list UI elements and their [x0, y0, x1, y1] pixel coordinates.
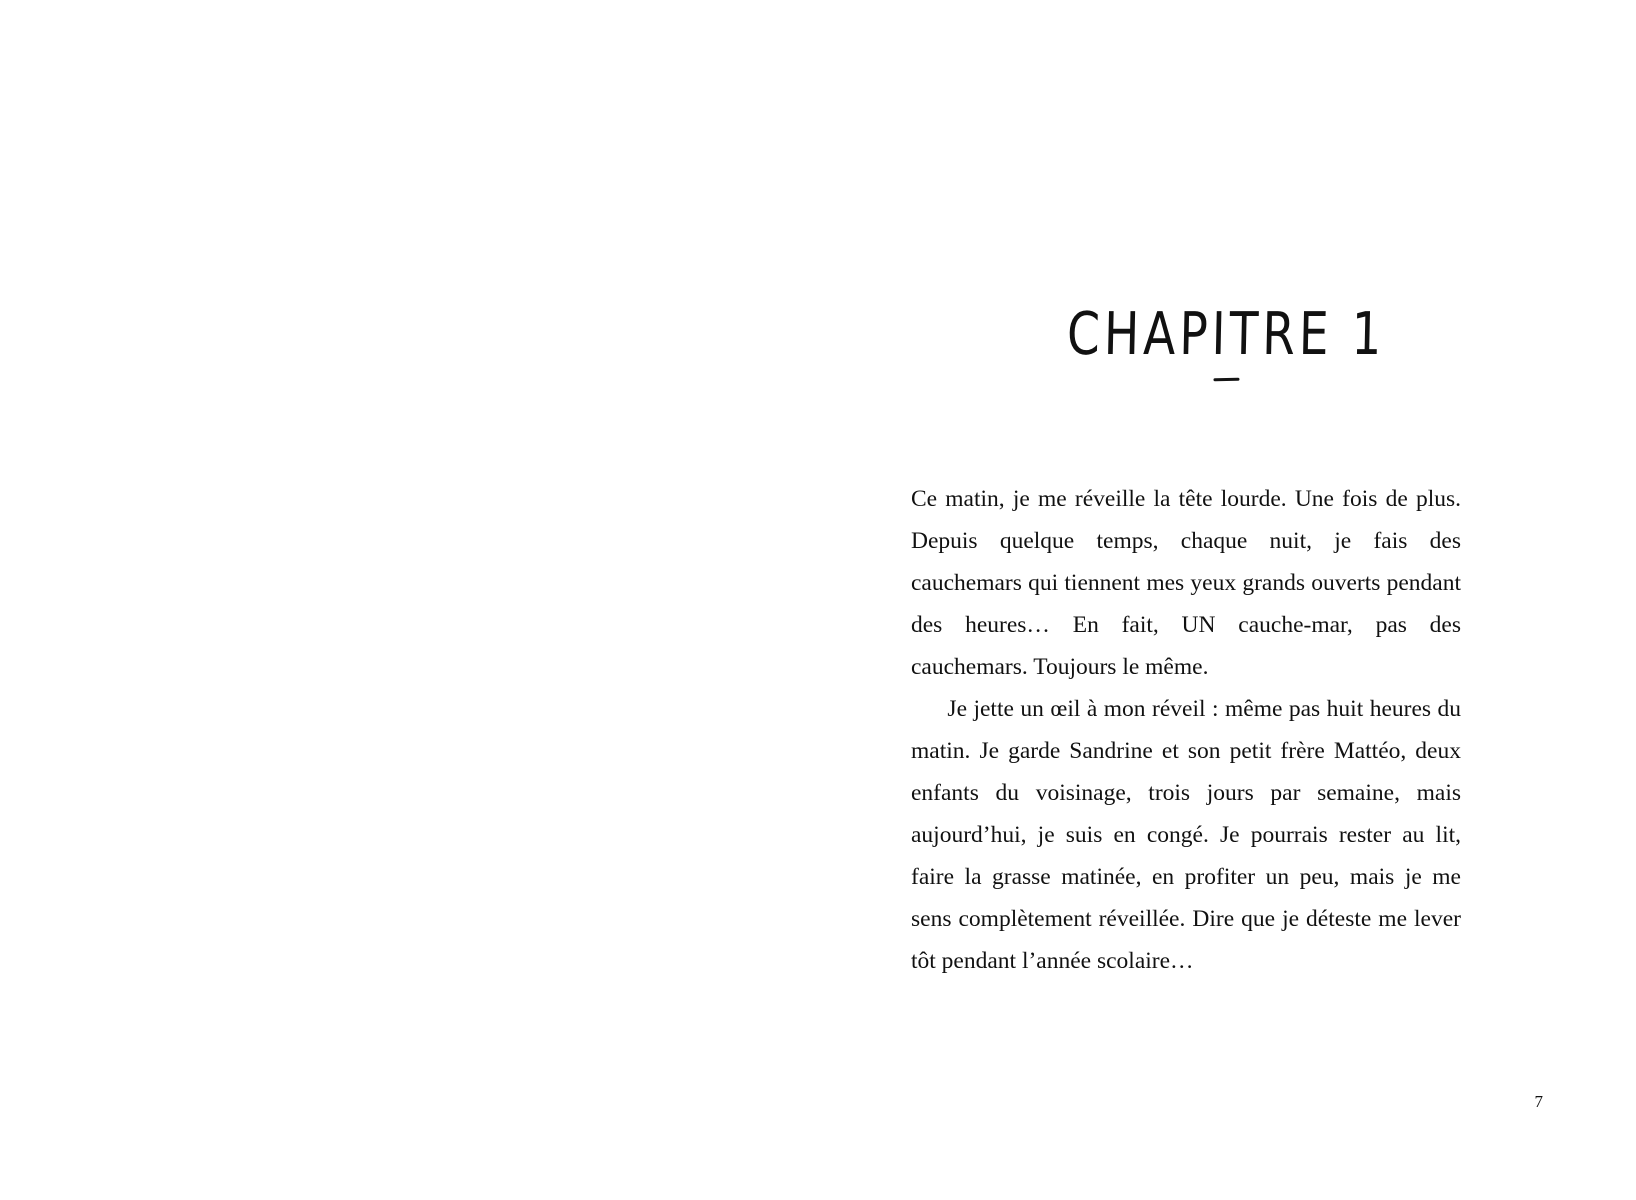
paragraph-1: Ce matin, je me réveille la tête lourde. Une fois de plus. Depuis quelque temps, chaque nuit, je fais des cauchemars qui tiennent mes yeux grands ouverts pendant des heures… En fait, UN cauche-mar, pas des cauchemars. Toujours le même. — [911, 486, 1461, 680]
chapter-body-text — [911, 478, 1461, 982]
right-chapter-page — [818, 0, 1636, 1200]
page-number: 7 — [1534, 1092, 1543, 1111]
chapter-divider-rule — [1213, 378, 1239, 381]
paragraph-2: Je jette un œil à mon réveil : même pas huit heures du matin. Je garde Sandrine et son petit frère Mattéo, deux enfants du voisinage, trois jours par semaine, mais aujourd’hui, je suis en congé. Je pourrais rester au lit, faire la grasse matinée, en profiter un peu, mais je me sens complètement réveillée. Dire que je déteste me lever tôt pendant l’année scolaire… — [911, 696, 1461, 974]
chapter-heading: CHAPITRE 1 — [1066, 300, 1387, 369]
